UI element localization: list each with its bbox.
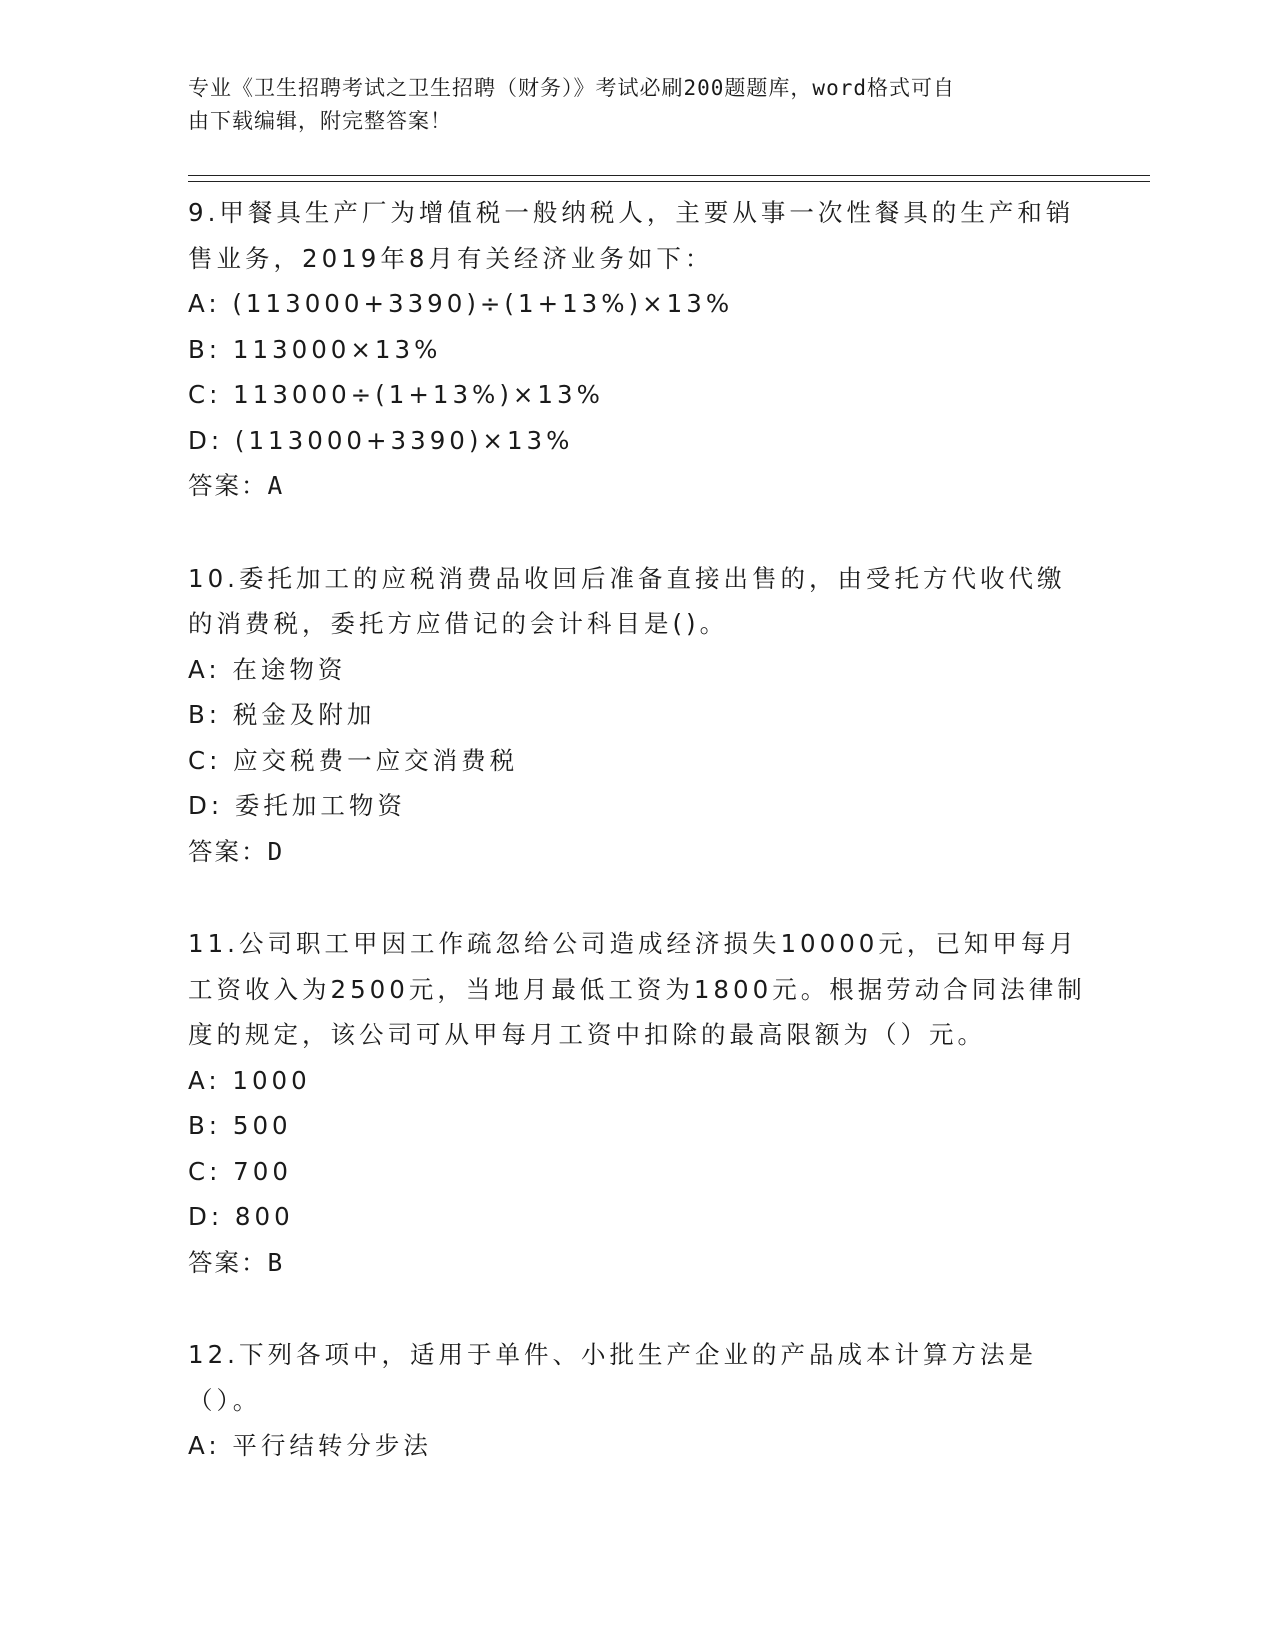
option-c: C: 113000÷(1+13%)×13%: [188, 380, 604, 409]
option-b: B: 税金及附加: [188, 700, 376, 729]
option-d: D: (113000+3390)×13%: [188, 425, 574, 455]
question-10: [188, 556, 1088, 875]
answer-label: 答案：: [188, 1247, 268, 1277]
question-list: [188, 190, 1088, 1516]
option-a: A: 平行结转分步法: [188, 1431, 432, 1460]
option-b: B: 113000×13%: [188, 334, 442, 364]
option-c: C: 700: [188, 1156, 292, 1186]
option-a: A: (113000+3390)÷(1+13%)×13%: [188, 289, 734, 318]
question-text: 10.委托加工的应税消费品收回后准备直接出售的，由受托方代收代缴的消费税，委托方应借记的会计科目是()。: [188, 563, 1066, 638]
answer-label: 答案：: [188, 471, 268, 500]
option-d: D: 委托加工物资: [188, 791, 406, 820]
answer-line: [188, 829, 1088, 875]
question-text: 11.公司职工甲因工作疏忽给公司造成经济损失10000元，已知甲每月工资收入为2500元，当地月最低工资为1800元。根据劳动合同法律制度的规定，该公司可从甲每月工资中扣除的最高限额为（）元。: [188, 929, 1086, 1049]
header-line-2: 由下载编辑，附完整答案！: [188, 109, 452, 133]
document-header: [188, 72, 1088, 138]
header-line-1: 专业《卫生招聘考试之卫生招聘（财务）》考试必刷200题题库，word格式可自: [188, 76, 955, 100]
question-text: 9.甲餐具生产厂为增值税一般纳税人，主要从事一次性餐具的生产和销售业务，2019年8月有关经济业务如下：: [188, 198, 1075, 273]
option-a: A: 1000: [188, 1065, 311, 1095]
header-divider-top: [188, 175, 1150, 176]
header-divider-bottom: [188, 181, 1150, 182]
answer-label: 答案：: [188, 836, 268, 866]
answer-value: D: [267, 836, 284, 866]
option-a: A: 在途物资: [188, 654, 347, 684]
question-12: [188, 1332, 1088, 1469]
option-b: B: 500: [188, 1111, 292, 1140]
answer-line: [188, 463, 1088, 509]
option-d: D: 800: [188, 1202, 294, 1231]
answer-line: [188, 1240, 1088, 1286]
question-11: [188, 921, 1088, 1285]
answer-value: A: [267, 471, 284, 500]
answer-value: B: [267, 1247, 284, 1277]
option-c: C: 应交税费一应交消费税: [188, 745, 519, 775]
question-9: [188, 190, 1088, 509]
question-text: 12.下列各项中，适用于单件、小批生产企业的产品成本计算方法是（）。: [188, 1340, 1037, 1415]
